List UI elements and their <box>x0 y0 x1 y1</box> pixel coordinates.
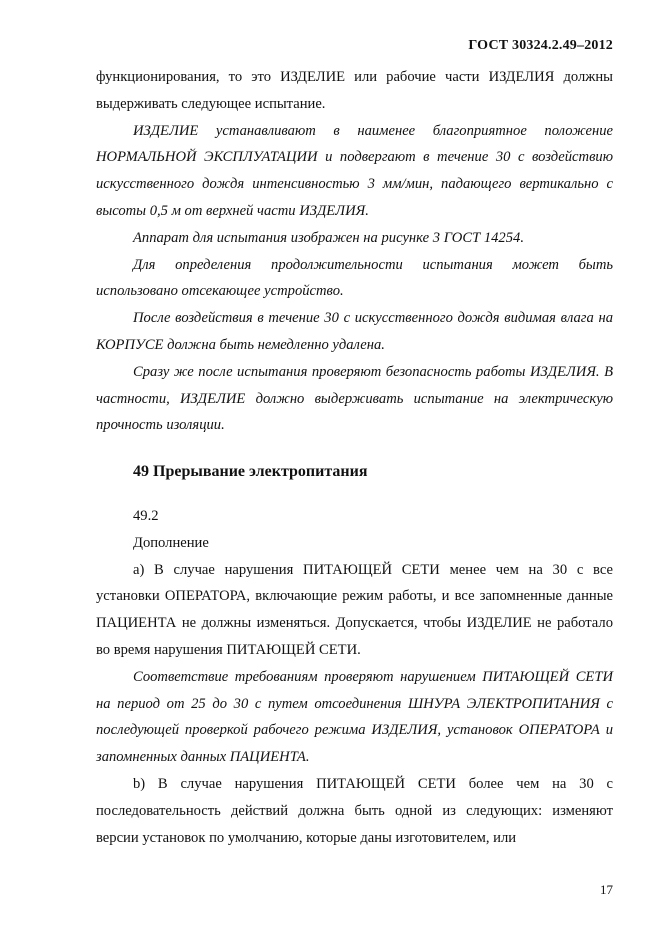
paragraph-apparatus: Аппарат для испытания изображен на рисунке 3 ГОСТ 14254. <box>133 229 524 246</box>
paragraph-duration: Для определения продолжительности испытания может быть использовано отсекающее устройство. <box>96 256 613 300</box>
paragraph-test-method: ИЗДЕЛИЕ устанавливают в наименее благоприятное положение НОРМАЛЬНОЙ ЭКСПЛУАТАЦИИ и подвергают в течение 30 с воздействию искусственного дождя интенсивностью 3 мм/мин, падающего вертикально с высоты 0,5 м от верхней части ИЗДЕЛИЯ. <box>96 122 613 219</box>
item-b: b) В случае нарушения ПИТАЮЩЕЙ СЕТИ более чем на 30 с последовательность действий должна быть одной из следующих: изменяют версии установок по умолчанию, которые даны изготовителем, или <box>96 775 613 846</box>
section-title: 49 Прерывание электропитания <box>133 463 368 481</box>
clause-label: Дополнение <box>133 534 209 551</box>
page-number: 17 <box>600 882 613 897</box>
paragraph-continuation: функционирования, то это ИЗДЕЛИЕ или рабочие части ИЗДЕЛИЯ должны выдерживать следующее испытание. <box>96 69 613 112</box>
standard-header: ГОСТ 30324.2.49–2012 <box>468 38 613 53</box>
page-body <box>96 64 613 851</box>
item-a: а) В случае нарушения ПИТАЮЩЕЙ СЕТИ менее чем на 30 с все установки ОПЕРАТОРА, включающие режим работы, и все запомненные данные ПАЦИЕНТА не должны изменяться. Допускается, чтобы ИЗДЕЛИЕ не работало во время нарушения ПИТАЮЩЕЙ СЕТИ. <box>96 561 613 658</box>
paragraph-moisture: После воздействия в течение 30 с искусственного дождя видимая влага на КОРПУСЕ должна быть немедленно удалена. <box>96 310 613 353</box>
paragraph-safety-check: Сразу же после испытания проверяют безопасность работы ИЗДЕЛИЯ. В частности, ИЗДЕЛИЕ должно выдерживать испытание на электрическую прочность изоляции. <box>96 363 613 434</box>
clause-number: 49.2 <box>133 507 159 524</box>
compliance-check: Соответствие требованиям проверяют нарушением ПИТАЮЩЕЙ СЕТИ на период от 25 до 30 с путем отсоединения ШНУРА ЭЛЕКТРОПИТАНИЯ с последующей проверкой рабочего режима ИЗДЕЛИЯ, установок ОПЕРАТОРА и запомненных данных ПАЦИЕНТА. <box>96 668 613 766</box>
